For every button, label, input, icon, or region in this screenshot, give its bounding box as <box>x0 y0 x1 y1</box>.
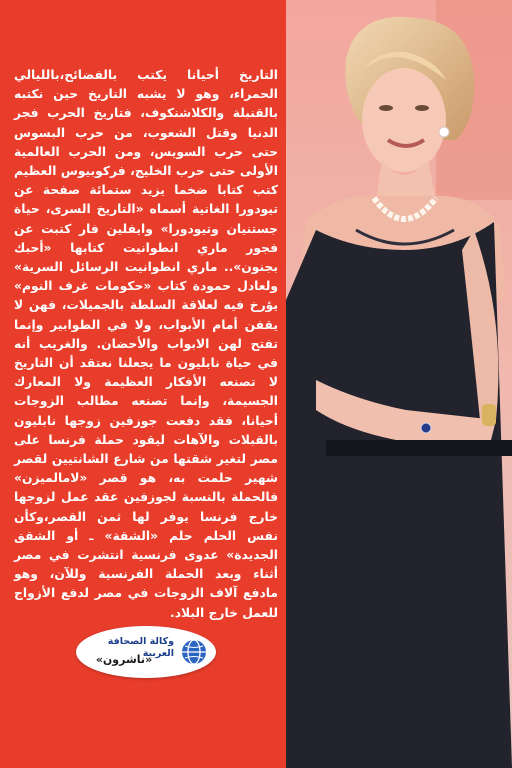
publisher-logo <box>76 626 216 678</box>
portrait-photo <box>286 0 512 768</box>
article-text: التاريخ أحيانا يكتب بالفضائح،بالليالي الحمراء، وهو لا يشبه التاريخ حين نكتبه بالقنبلة والكلاشنكوف، فتاريخ الحرب فجر الدنيا وقتل الشعوب، من حرب البسوس حتى حرب السويس، ومن الحرب العالمية الأولى حتى حرب الخليج، فركوبيوس العظيم كتب كتابا ضخما يزيد ستمائة صفحة عن تيودورا الغانية أسماه «التاريخ السرى، حياة جستنيان وتيودورا» وايفلين فار كتبت عن فجور ماري انطوانيت كتابها «أحبك بجنون».. ماري انطوانيت الرسائل السرية» ولعادل حمودة كتاب «حكومات غرف النوم» يؤرخ فيه لعلاقة السلطة بالجميلات، فهن لا يقفن أمام الأبواب، ولا في الطوابير وإنما تفتح لهن الابواب والأحضان. والغريب أنه في حياة نابليون ما يجعلنا نعتقد أن التاريخ لا تصنعه الأفكار العظيمة ولا المعارك الجسيمة، وإنما تصنعه مطالب الزوجات أحيانا، فقد دفعت جوزفين زوجها نابليون بالقبلات والآهات ليقود حملة فرنسا على مصر لتغير شقتها من شارع الشانتيين لقصر شهير حلمت به، هو قصر «لامالميزن» فالحملة بالنسبة لجوزفين عقد عمل لزوجها خارج فرنسا يوفر لها ثمن القصر،وكأن نفس الحلم حلم «الشقة» ـ أو الشقق الجديدة» عدوى فرنسية انتشرت في مصر أثناء وبعد الحملة الفرنسية وللآن، وهو مادفع آلاف الزوجات في مصر لدفع الأزواج للعمل خارج البلاد. <box>14 68 278 620</box>
publisher-tagline: «ناشرون» <box>95 653 153 666</box>
globe-icon <box>180 638 208 666</box>
publisher-name: وكالة الصحافة العربية <box>107 636 174 659</box>
